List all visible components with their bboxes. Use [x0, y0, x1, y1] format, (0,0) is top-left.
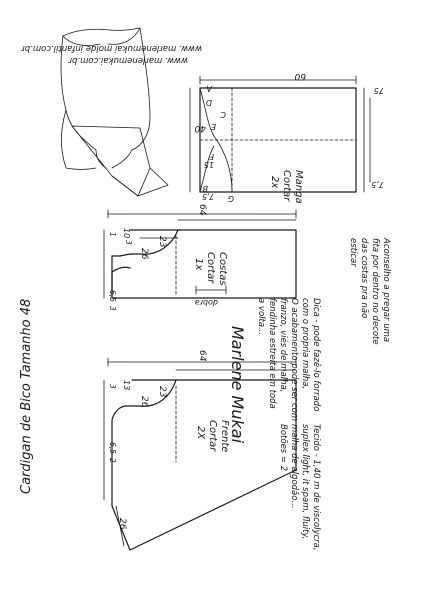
svg-text:Aconselho a pregar uma: Aconselho a pregar uma — [381, 238, 391, 343]
pattern-title — [19, 299, 34, 494]
back-shoulder-drop-label — [124, 240, 133, 245]
svg-text:O acabamento pode ser com: O acabamento pode ser com — [289, 298, 299, 422]
point-a: A — [206, 84, 212, 93]
sleeve-width-label — [294, 71, 306, 81]
svg-text:23: 23 — [157, 386, 167, 398]
sleeve-points — [203, 84, 235, 203]
svg-text:suplex light, it spam, fluity,: suplex light, it spam, fluity, — [300, 424, 310, 540]
back-neck-depth-label — [108, 232, 117, 237]
svg-text:3: 3 — [108, 384, 117, 389]
front-piece-name: Frente — [219, 420, 230, 453]
point-c: C — [220, 110, 226, 119]
sleeve-cap-height-label — [194, 123, 206, 133]
front-quantity: 2X — [195, 426, 206, 440]
svg-text:Tecido - 1,40 m de viscolycra,: Tecido - 1,40 m de viscolycra, — [311, 424, 321, 551]
svg-text:dobra: dobra — [194, 298, 218, 307]
front-point-depth-label — [117, 518, 127, 530]
front-neck-depth-label — [108, 384, 117, 389]
svg-text:das costas pra não: das costas pra não — [359, 238, 369, 319]
svg-text:franzo, viés de malha,: franzo, viés de malha, — [278, 298, 288, 393]
svg-text:64: 64 — [197, 350, 207, 362]
back-armhole-label — [139, 248, 149, 260]
svg-text:malha de algodão...: malha de algodão... — [289, 424, 299, 509]
front-label — [195, 420, 230, 452]
front-length-label — [197, 350, 207, 362]
svg-text:60: 60 — [294, 71, 306, 81]
svg-text:com o própria malha,: com o própria malha, — [300, 298, 310, 390]
back-neck-width-label — [122, 228, 131, 238]
sleeve-bottom-label — [371, 180, 384, 189]
svg-text:40: 40 — [194, 123, 206, 133]
svg-text:3: 3 — [108, 306, 117, 311]
svg-text:26: 26 — [139, 248, 149, 260]
svg-text:1: 1 — [108, 232, 117, 237]
back-fold-label — [195, 298, 218, 307]
advice-note — [348, 237, 391, 345]
svg-text:15: 15 — [203, 160, 214, 169]
back-small-a-label — [108, 290, 117, 302]
front-small-b-label — [108, 458, 117, 463]
svg-text:esticar: esticar — [348, 238, 358, 267]
point-g: G — [227, 194, 234, 203]
point-e: E — [210, 122, 216, 131]
website-block — [21, 43, 202, 65]
fabric-note — [278, 424, 321, 551]
svg-text:13: 13 — [122, 380, 131, 391]
svg-text:6,5: 6,5 — [108, 442, 117, 454]
svg-text:6,5: 6,5 — [108, 290, 117, 302]
svg-text:Marlene Mukai: Marlene Mukai — [228, 326, 247, 444]
front-shoulder-label — [157, 386, 167, 398]
front-neck-width-label — [122, 380, 131, 390]
svg-text:7,5: 7,5 — [371, 180, 384, 189]
back-quantity: 1x — [193, 258, 204, 271]
edge-note — [256, 298, 322, 421]
back-piece-name: Costas — [217, 252, 228, 286]
point-f: F — [209, 152, 214, 161]
svg-text:3: 3 — [124, 240, 133, 245]
back-length-label — [197, 204, 207, 216]
svg-text:2: 2 — [108, 458, 117, 463]
svg-text:fendinha estreita em toda: fendinha estreita em toda — [267, 298, 277, 409]
sleeve-quantity: 2x — [269, 176, 280, 189]
svg-text:10: 10 — [122, 228, 131, 239]
front-small-a-label — [108, 442, 117, 454]
svg-text:a volta...: a volta... — [256, 298, 266, 336]
sleeve-label — [269, 170, 304, 204]
back-label — [193, 252, 228, 286]
back-cut-label: Cortar — [205, 252, 216, 284]
svg-text:64: 64 — [197, 204, 207, 216]
website-line-1: www. marlenemukai.com.br — [68, 55, 188, 65]
svg-text:fita por dentro no decote: fita por dentro no decote — [370, 238, 380, 345]
point-d: D — [205, 98, 212, 107]
point-b: B — [202, 184, 208, 193]
back-small-b-label — [108, 306, 117, 311]
sleeve-length-label — [374, 86, 384, 95]
svg-text:26: 26 — [139, 396, 149, 408]
back-shoulder-label — [157, 236, 167, 248]
sleeve-piece-name: Manga — [293, 170, 304, 204]
svg-text:23: 23 — [157, 236, 167, 248]
svg-text:26: 26 — [117, 518, 127, 530]
sleeve-cut-label: Cortar — [281, 170, 292, 202]
back-piece — [104, 210, 296, 298]
sleeve-piece — [190, 76, 370, 192]
svg-text:Cardigan de Bico Tamanho 48: Cardigan de Bico Tamanho 48 — [19, 298, 34, 494]
svg-text:75: 75 — [373, 86, 384, 95]
website-line-2: www. marlenemukai molde infantil.com.br — [21, 43, 202, 53]
svg-text:Dica - pode fazê-lo forrado: Dica - pode fazê-lo forrado — [311, 298, 321, 412]
svg-text:7,5: 7,5 — [202, 192, 214, 201]
svg-text:Botões = 2: Botões = 2 — [278, 424, 288, 472]
front-armhole-label — [139, 396, 149, 408]
front-cut-label: Cortar — [207, 420, 218, 452]
